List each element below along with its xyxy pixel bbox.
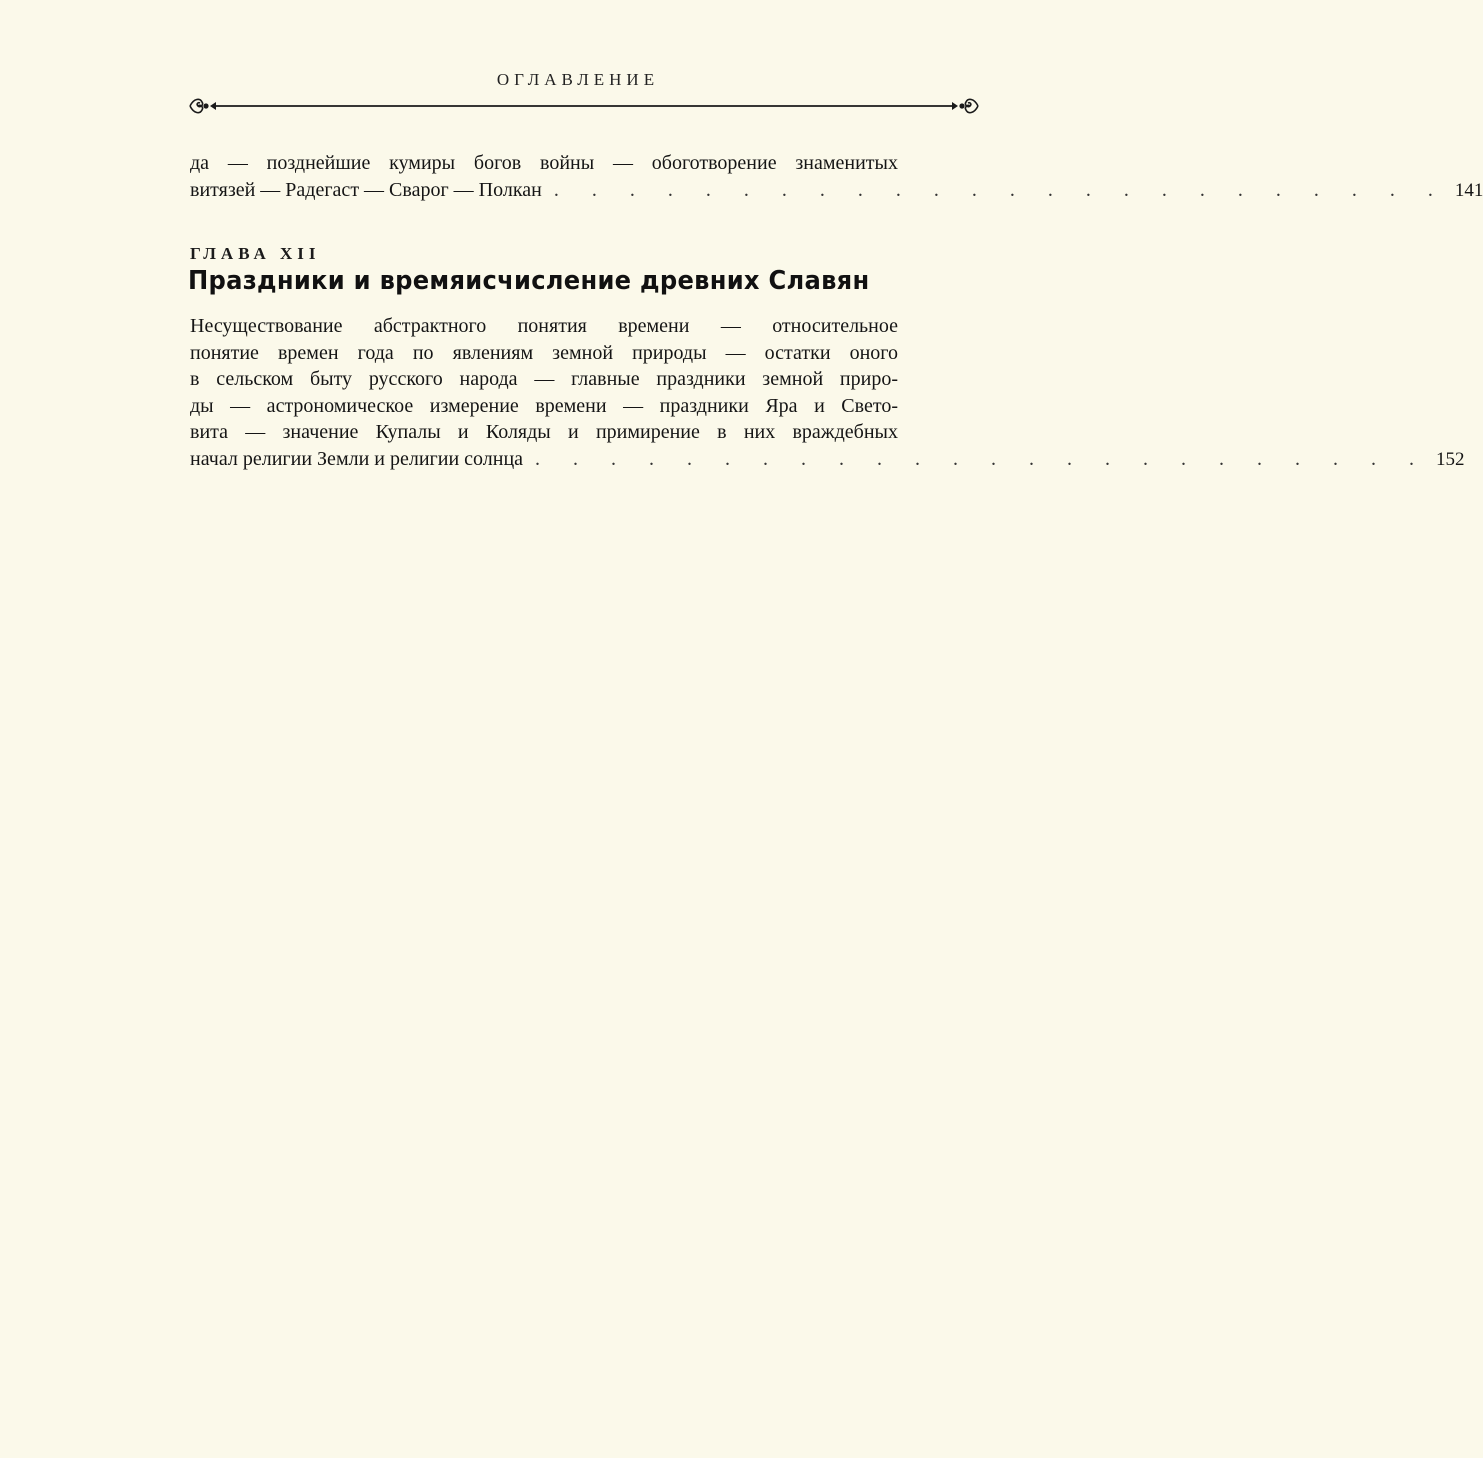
chapter-label: ГЛАВА XII — [190, 244, 321, 263]
toc-entry-chapter-12 — [190, 313, 1465, 472]
dot-leader: . . . . . . . . . . . . . . . . . . . . . . . . — [535, 447, 1429, 470]
toc-entry-text: начал религии Земли и религии солнца — [190, 447, 524, 470]
ornamental-rule — [186, 92, 982, 120]
right-fleuron-icon — [952, 99, 978, 112]
toc-entry-continued — [190, 150, 1483, 203]
dot-leader: . . . . . . . . . . . . . . . . . . . . . . . . — [553, 178, 1447, 201]
toc-entry-line: в сельском быту русского народа — главные праздники земной приро- — [190, 368, 898, 390]
toc-entry-line: вита — значение Купалы и Коляды и примирение в них враждебных — [190, 421, 898, 443]
chapter-title: Праздники и времяисчисление древних Славян — [188, 266, 870, 296]
toc-entry-line: понятие времен года по явлениям земной природы — остатки оного — [190, 341, 898, 364]
page-number: 141 — [1454, 179, 1483, 201]
toc-entry-line: ды — астрономическое измерение времени — праздники Яра и Свето- — [190, 394, 898, 417]
running-head: ОГЛАВЛЕНИЕ — [496, 70, 660, 89]
page-number: 152 — [1436, 448, 1465, 470]
toc-entry-last-line — [190, 446, 1465, 473]
toc-entry-text: витязей — Радегаст — Сварог — Полкан — [190, 178, 542, 201]
toc-entry-line: да — позднейшие кумиры богов войны — обоготворение знаменитых — [190, 152, 898, 174]
toc-entry-last-line — [190, 177, 1483, 204]
toc-entry-line: Несуществование абстрактного понятия времени — относительное — [190, 315, 898, 337]
left-fleuron-icon — [190, 99, 216, 112]
